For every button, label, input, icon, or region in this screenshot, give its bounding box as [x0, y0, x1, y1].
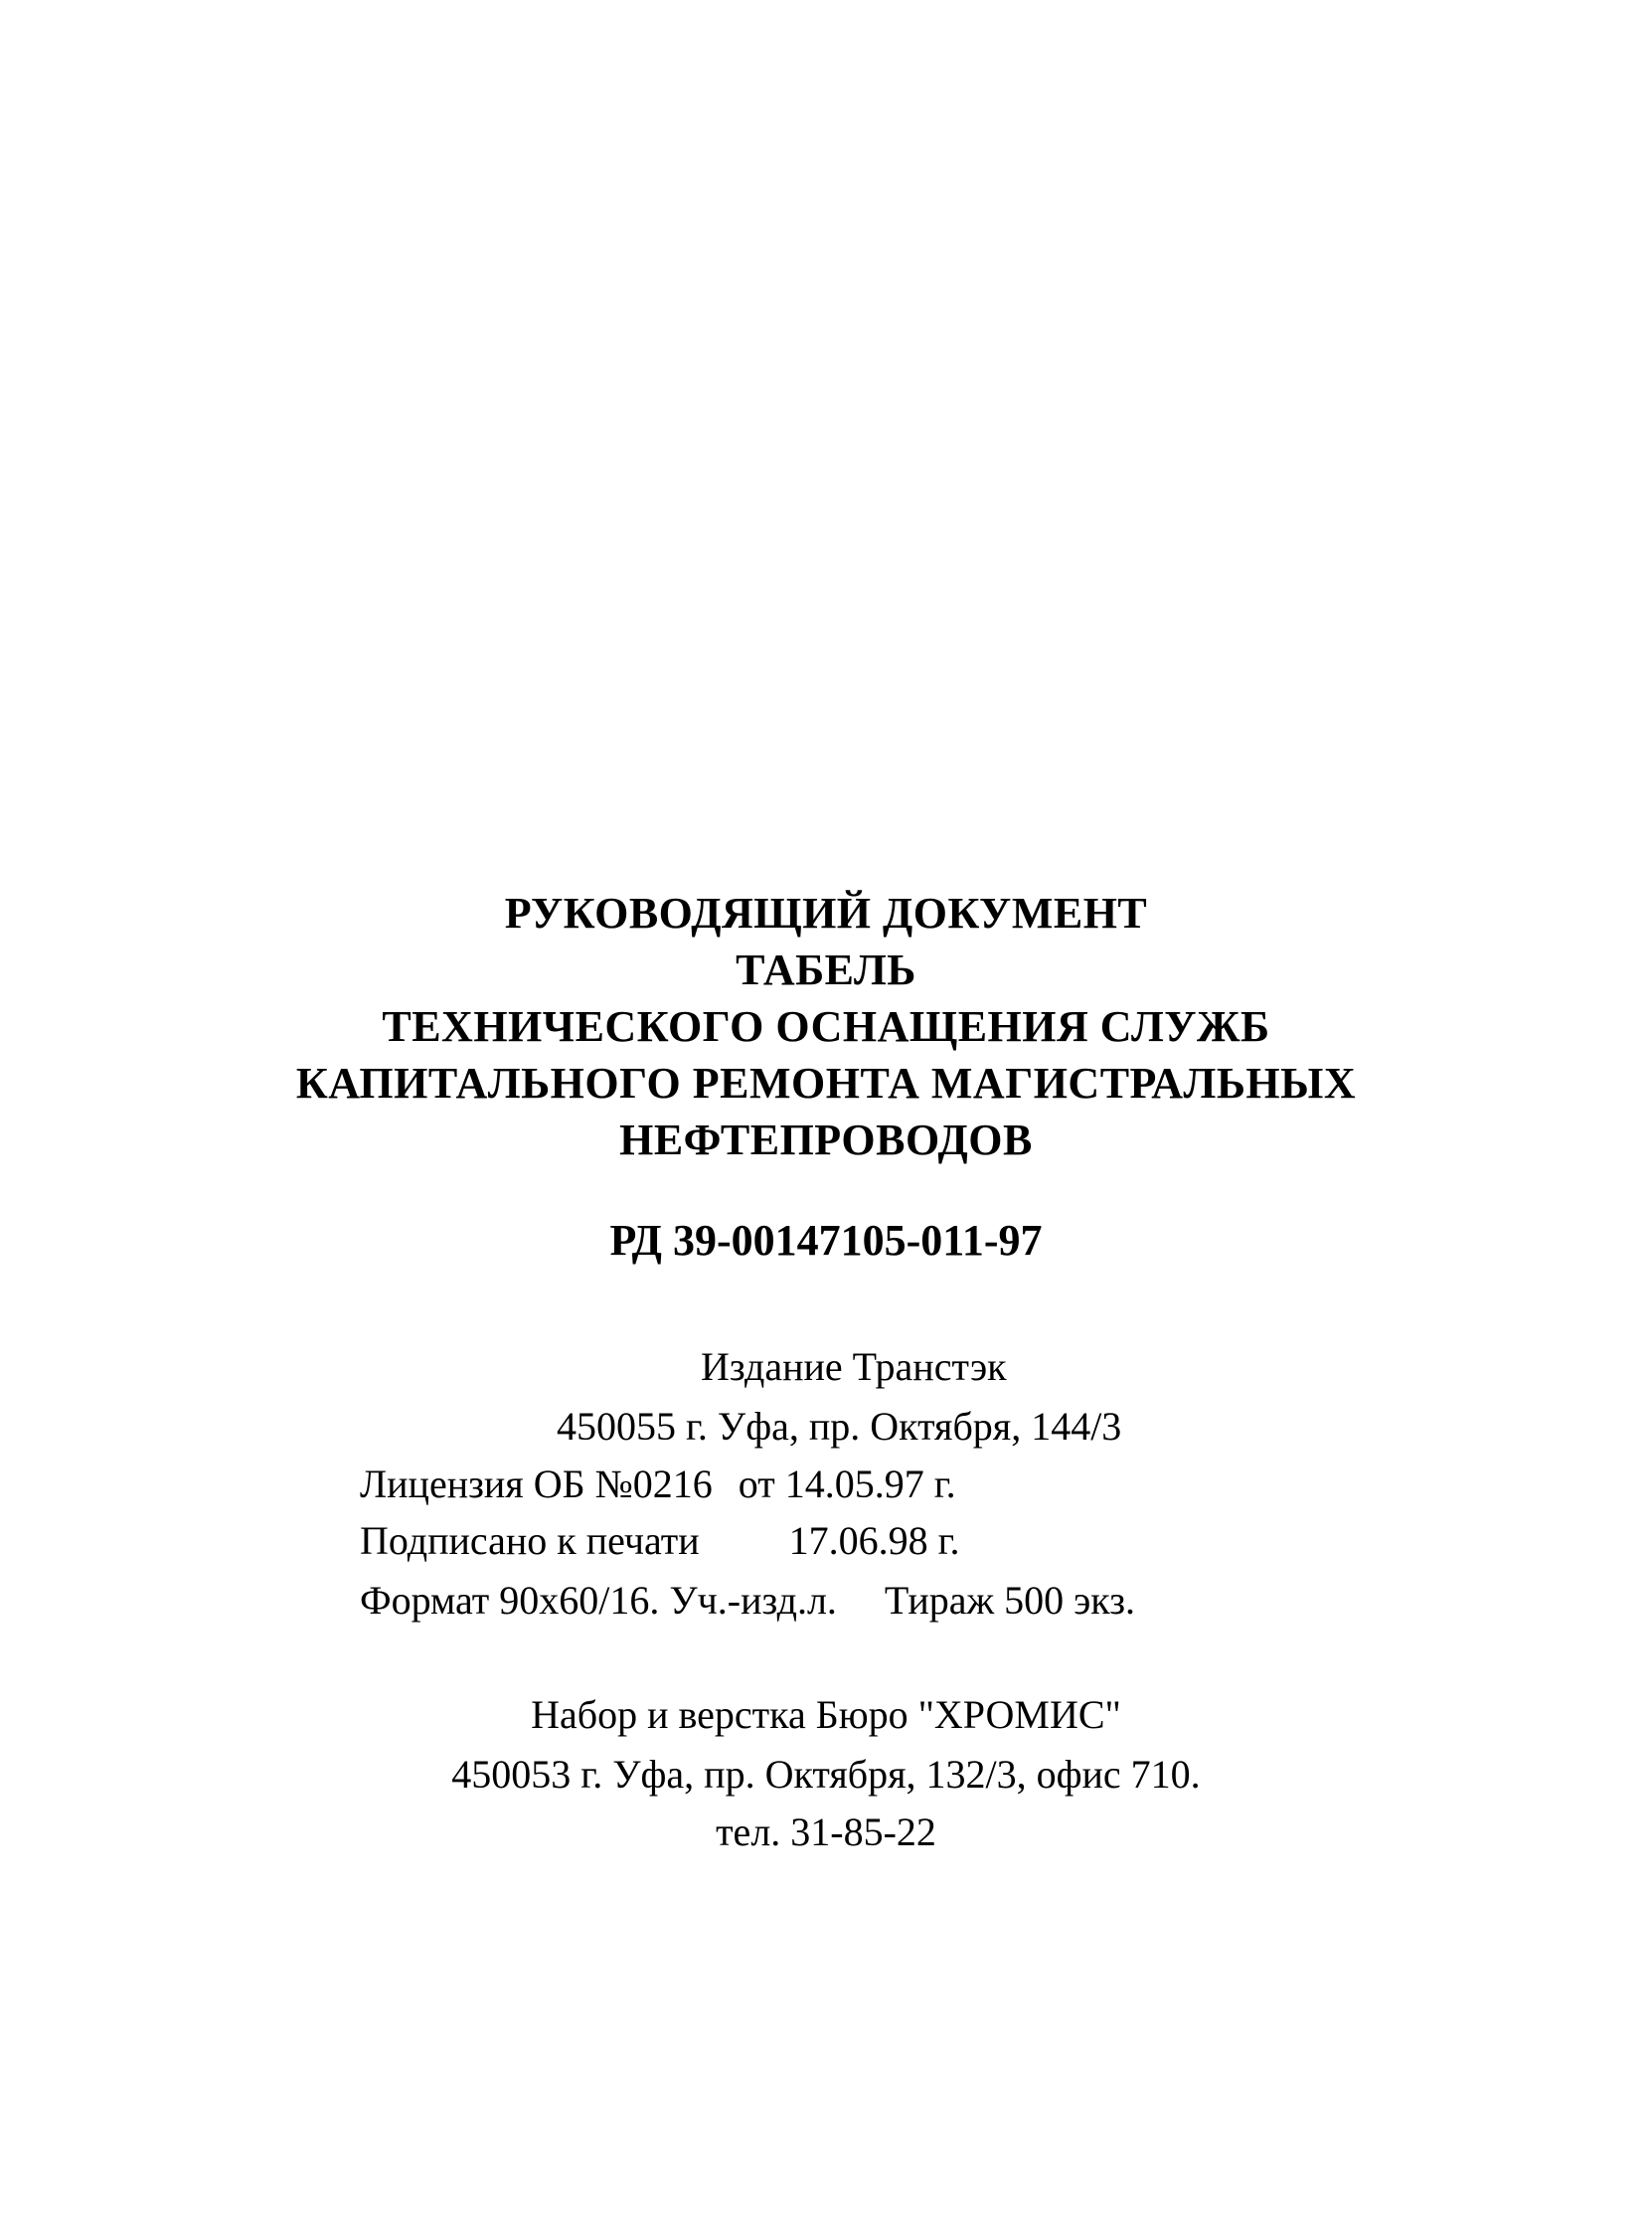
- title-line-2: ТАБЕЛЬ: [736, 946, 916, 994]
- format-row: [360, 1576, 1135, 1626]
- title-line-4: КАПИТАЛЬНОГО РЕМОНТА МАГИСТРАЛЬНЫХ: [295, 1059, 1357, 1108]
- title-line-1: РУКОВОДЯЩИЙ ДОКУМЕНТ: [504, 889, 1148, 938]
- license-date: от 14.05.97 г.: [738, 1462, 956, 1506]
- document-code: РД 39-00147105-011-97: [609, 1216, 1043, 1265]
- signed-row: [360, 1516, 960, 1566]
- publisher-address: 450055 г. Уфа, пр. Октября, 144/3: [557, 1404, 1122, 1449]
- typesetting-address: 450053 г. Уфа, пр. Октября, 132/3, офис 710.: [451, 1752, 1201, 1797]
- title-line-3: ТЕХНИЧЕСКОГО ОСНАЩЕНИЯ СЛУЖБ: [382, 1002, 1270, 1051]
- license-row: [360, 1460, 956, 1509]
- signed-date: 17.06.98 г.: [788, 1518, 960, 1563]
- format-label: Формат 90х60/16. Уч.-изд.л.: [360, 1578, 837, 1623]
- typesetting-phone: тел. 31-85-22: [716, 1809, 936, 1854]
- license-label: Лицензия ОБ №0216: [360, 1462, 713, 1506]
- print-run: Тираж 500 экз.: [884, 1578, 1136, 1623]
- typesetting-studio: Набор и верстка Бюро "ХРОМИС": [531, 1692, 1121, 1737]
- signed-label: Подписано к печати: [360, 1518, 700, 1563]
- document-title: [0, 885, 1652, 1168]
- publisher-name: Издание Транстэк: [701, 1344, 1007, 1389]
- title-line-5: НЕФТЕПРОВОДОВ: [619, 1116, 1033, 1164]
